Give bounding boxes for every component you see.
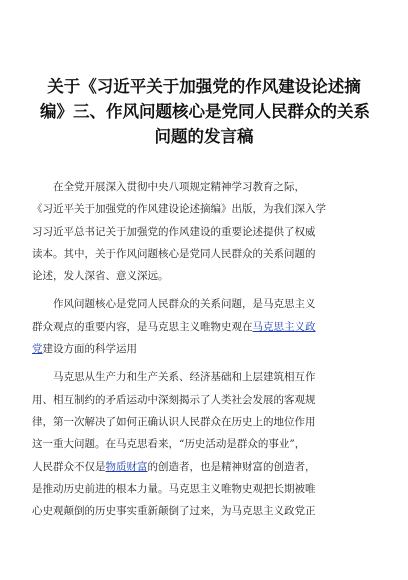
- paragraph-1: [32, 176, 382, 287]
- text-line: 是推动历史前进的根本力量。马克思主义唯物史观把长期被唯: [32, 482, 316, 495]
- text-line: 《习近平关于加强党的作风建设论述摘编》出版，为我们深入学: [32, 203, 326, 216]
- text-line: [32, 456, 382, 478]
- text-span: 群众观点的重要内容，是马克思主义唯物史观在: [32, 320, 253, 333]
- title-line: 编》三、作风问题核心是党同人民群众的关系: [40, 102, 370, 121]
- text-line: 在全党开展深入贯彻中央八项规定精神学习教育之际，: [32, 181, 305, 193]
- marxist-party-link[interactable]: 马克思主义政: [252, 320, 316, 333]
- text-span: 人民群众不仅是: [32, 460, 106, 473]
- text-line: 作风问题核心是党同人民群众的关系问题，是马克思主义: [32, 298, 316, 311]
- paragraph-2: [32, 293, 382, 360]
- text-line: 心史观颠倒的历史事实重新颠倒了过来，为马克思主义政党正: [32, 505, 316, 518]
- text-line: 律，第一次解决了如何正确认识人民群众在历史上的地位作用: [32, 415, 316, 428]
- text-line: [32, 338, 382, 360]
- text-line: 马克思从生产力和生产关系、经济基础和上层建筑相互作: [32, 371, 316, 384]
- document-title: [40, 74, 368, 149]
- text-line: 读本。其中，关于作风问题核心是党同人民群众的关系问题的: [32, 247, 316, 260]
- material-wealth-link[interactable]: 物质财富: [105, 460, 148, 473]
- text-line: 论述，发人深省、意义深远。: [32, 270, 169, 283]
- text-line: [32, 316, 382, 338]
- document-body: [32, 176, 382, 522]
- text-line: 习习近平总书记关于加强党的作风建设的重要论述提供了权威: [32, 225, 316, 238]
- text-line: 用、相互制约的矛盾运动中深刻揭示了人类社会发展的客观规: [32, 393, 316, 406]
- title-line: 问题的发言稿: [154, 127, 254, 146]
- marxist-party-link-continued[interactable]: 党: [32, 343, 43, 356]
- text-span: 建设方面的科学运用: [42, 343, 137, 356]
- text-span: 的创造者，也是精神财富的创造者，: [147, 460, 316, 473]
- text-line: 这一重大问题。在马克思看来，“历史活动是群众的事业”，: [32, 438, 306, 451]
- paragraph-3: [32, 366, 382, 522]
- title-line: 关于《习近平关于加强党的作风建设论述摘: [47, 77, 361, 96]
